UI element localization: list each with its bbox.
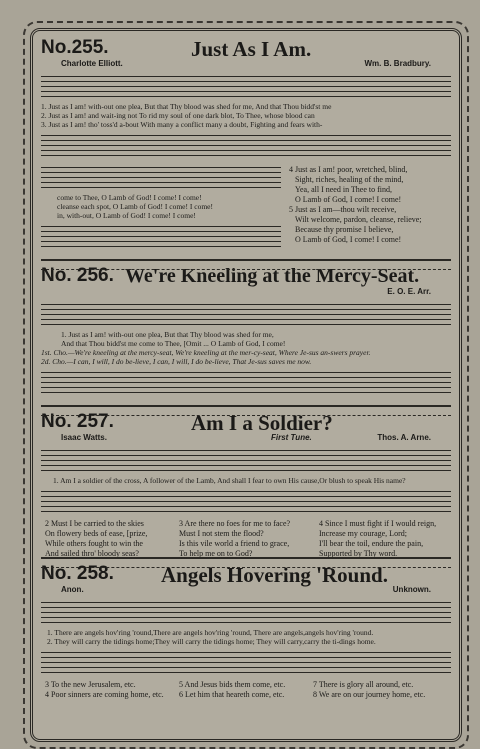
verse-line: I'll bear the toil, endure the pain, [319,539,424,548]
ornament-divider [41,405,451,416]
refrain-line: cleanse each spot, O Lamb of God! I come! I come! [57,202,213,211]
verse-line: Sight, riches, healing of the mind, [295,175,404,184]
author: Charlotte Elliott. [61,59,123,68]
music-staff [41,368,451,396]
refrain-line: come to Thee, O Lamb of God! I come! I come! [57,193,202,202]
chorus-line: 1st. Cho.—We're kneeling at the mercy-seat, We're kneeling at the mer-cy-seat, Where Je-sus an-swers prayer. [41,348,371,357]
lyric-line: 2. They will carry the tidings home;They will carry the tidings home; They will carry,carry the ti-dings home. [47,637,376,646]
ornament-divider [41,259,451,270]
page-frame [30,28,462,742]
verse-line: Yea, all I need in Thee to find, [295,185,393,194]
verse-line: 6 Let him that heareth come, etc. [179,690,285,699]
hymn-number: No. 257. [41,411,114,432]
verse-line: 7 There is glory all around, etc. [313,680,414,689]
verse-line: And sailed thro' bloody seas? [45,549,139,558]
author: Isaac Watts. [61,433,107,442]
verse-line: 3 Are there no foes for me to face? [179,519,291,528]
music-staff [41,446,451,474]
verse-3 [179,519,290,559]
hymn-number: No. 256. [41,265,114,286]
composer: E. O. E. Arr. [387,287,431,296]
hymn-257 [41,411,451,561]
lyric-line: 1. There are angels hov'ring 'round,There are angels hov'ring 'round, There are angels,angels hov'ring 'round. [47,628,374,637]
lyric-line: 3. Just as I am! tho' toss'd a-bout With many a conflict many a doubt, Fighting and fears with- [41,120,323,129]
lyric-line: 1. Am I a soldier of the cross, A follower of the Lamb, And shall I fear to own His cause,Or blush to speak His name? [53,476,406,485]
refrain-line: in, with-out, O Lamb of God! I come! I come! [57,211,196,220]
lyric-line: 1. Just as I am! with-out one plea, But that Thy blood was shed for me, And that Thou bidd'st me [41,102,332,111]
music-staff [41,648,451,676]
verse-line: O Lamb of God, I come! I come! [295,235,402,244]
verse-line: Wilt welcome, pardon, cleanse, relieve; [295,215,422,224]
verse-line: On flowery beds of ease, [prize, [45,529,148,538]
hymn-title: Angels Hovering 'Round. [161,563,388,587]
music-staff [41,300,451,328]
verse-line: 4 Poor sinners are coming home, etc. [45,690,164,699]
verse-2 [45,519,147,559]
hymn-255 [41,37,451,247]
tune-name: First Tune. [271,433,312,442]
lyric-line: 2. Just as I am! and wait-ing not To rid my soul of one dark blot, To Thee, whose blood can [41,111,315,120]
verse-line: O Lamb of God, I come! I come! [295,195,402,204]
hymn-256 [41,265,451,398]
lyric-line: And that Thou bidd'st me come to Thee, [Omit ... O Lamb of God, I come! [61,339,286,348]
verse-line: 5 Just as I am—thou wilt receive, [289,205,397,214]
verse-line: While others fought to win the [45,539,143,548]
hymn-number: No. 258. [41,563,114,584]
hymn-title: Just As I Am. [191,37,312,61]
verse-line: 2 Must I be carried to the skies [45,519,144,528]
verse-line: 5 And Jesus bids them come, etc. [179,680,286,689]
hymn-number: No.255. [41,37,109,58]
music-staff [41,487,451,515]
music-staff [41,598,451,626]
author: Anon. [61,585,84,594]
ornament-divider [41,557,451,568]
composer: Wm. B. Bradbury. [364,59,431,68]
chorus-line: 2d. Cho.—I can, I will, I do be-lieve, I can, I will, I do be-lieve, That Je-sus saves me now. [41,357,312,366]
verses-3-4 [45,680,164,700]
music-staff [41,131,451,159]
hymn-title: Am I a Soldier? [191,411,333,435]
verse-line: 4 Just as I am! poor, wretched, blind, [289,165,408,174]
verse-line: Must I not stem the flood? [179,529,264,538]
verses-7-8 [313,680,425,700]
music-staff [41,222,281,250]
verse-line: Is this vile world a friend to grace, [179,539,290,548]
lyric-line: 1. Just as I am! with-out one plea, But that Thy blood was shed for me, [61,330,274,339]
composer: Thos. A. Arne. [377,433,431,442]
verse-line: Because thy promise I believe, [295,225,394,234]
verse-line: 3 To the new Jerusalem, etc. [45,680,136,689]
extra-verses [289,165,422,245]
verse-line: 8 We are on our journey home, etc. [313,690,426,699]
verse-line: Increase my courage, Lord; [319,529,407,538]
music-staff [41,163,281,191]
verses-5-6 [179,680,285,700]
verse-4 [319,519,436,559]
composer: Unknown. [392,585,431,594]
verse-line: To help me on to God? [179,549,253,558]
verse-line: 4 Since I must fight if I would reign, [319,519,437,528]
hymn-title: We're Kneeling at the Mercy-Seat. [125,265,420,287]
music-staff [41,72,451,100]
hymn-258 [41,563,451,702]
verse-line: Supported by Thy word. [319,549,398,558]
